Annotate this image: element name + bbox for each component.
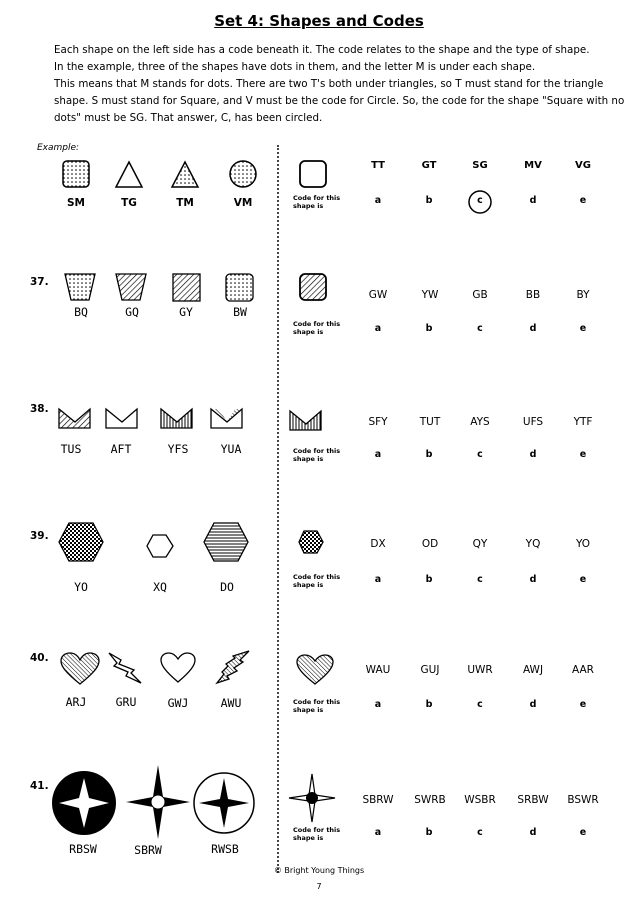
q37-code: BQ [74, 305, 88, 319]
option-letter-a[interactable]: a [374, 827, 382, 838]
option-letter-d[interactable]: d [529, 195, 537, 206]
q40-code: GRU [115, 695, 137, 709]
q40-code: ARJ [65, 695, 87, 709]
q38-code: YUA [220, 442, 242, 456]
instructions [54, 42, 625, 127]
option-letter-e[interactable]: e [579, 449, 587, 460]
example-option: VG [575, 160, 591, 171]
q37-shape-hatched-trapezoid [115, 273, 149, 303]
code-for-shape-label: Code for this shape is [293, 194, 341, 210]
q38-option: TUT [419, 416, 441, 428]
question-number: 38. [30, 403, 49, 415]
q38-option: UFS [522, 416, 544, 428]
example-option: MV [524, 160, 542, 171]
q38-code: TUS [60, 442, 82, 456]
q41-option: SRBW [517, 794, 549, 806]
q37-option: GB [472, 289, 488, 301]
q38-option: YTF [573, 416, 593, 428]
code-for-shape-label: Code for this shape is [293, 573, 341, 589]
option-letter-a[interactable]: a [374, 449, 382, 460]
example-label: Example: [37, 143, 80, 153]
example-shape-dotted-square [62, 160, 92, 190]
q37-option: BB [525, 289, 541, 301]
example-option: GT [421, 160, 437, 171]
example-shape-dotted-circle [229, 160, 259, 190]
intro-line: Each shape on the left side has a code beneath it. The code relates to the shape and the type of shape. [54, 44, 590, 56]
intro-line: shape. S must stand for Square, and V must be the code for Circle. So, the code for the shape "Square with no [54, 95, 625, 107]
q39-option: QY [472, 538, 488, 550]
q40-option: AAR [572, 664, 594, 676]
option-letter-e[interactable]: e [579, 827, 587, 838]
q37-option: BY [576, 289, 590, 301]
question-number: 41. [30, 780, 49, 792]
q40-code: GWJ [167, 696, 189, 710]
q39-code: DO [220, 580, 234, 594]
q37-code: BW [233, 305, 247, 319]
q38-target-w-shape [289, 410, 323, 432]
q40-shape-plain-heart [160, 652, 196, 684]
option-letter-b[interactable]: b [425, 195, 433, 206]
q40-shape-striped-spike [216, 650, 250, 684]
question-number: 37. [30, 276, 49, 288]
q40-option: GUJ [420, 664, 440, 676]
option-letter-e[interactable]: e [579, 195, 587, 206]
intro-line: In the example, three of the shapes have dots in them, and the letter M is under each shape. [54, 61, 536, 73]
q37-option: YW [421, 289, 439, 301]
q41-option: WSBR [464, 794, 496, 806]
code-for-shape-label: Code for this shape is [293, 698, 341, 714]
option-letter-b[interactable]: b [425, 699, 433, 710]
page-title: Set 4: Shapes and Codes [214, 12, 424, 30]
divider-line [277, 145, 279, 873]
q38-code: AFT [110, 442, 132, 456]
example-target-square [299, 160, 329, 190]
option-letter-c[interactable]: c [477, 574, 483, 585]
page-number: 7 [316, 882, 322, 891]
q39-shape-plain-hexagon [146, 534, 174, 558]
q41-option: SBRW [362, 794, 394, 806]
q38-shape-w-hatched [58, 408, 92, 430]
option-letter-b[interactable]: b [425, 323, 433, 334]
question-number: 39. [30, 530, 49, 542]
example-code: VM [233, 197, 253, 209]
q40-shape-lightning-bolt [108, 652, 142, 684]
q41-option: SWRB [414, 794, 446, 806]
q39-code: XQ [153, 580, 167, 594]
option-letter-a[interactable]: a [374, 574, 382, 585]
option-letter-d[interactable]: d [529, 574, 537, 585]
q38-option: SFY [368, 416, 388, 428]
q38-shape-w-corner [210, 408, 244, 430]
q41-code: RWSB [211, 842, 239, 856]
q41-shape-black-star-white-dot [125, 764, 191, 840]
q39-option: YQ [525, 538, 541, 550]
option-letter-e[interactable]: e [579, 574, 587, 585]
q40-target-hatched-heart [296, 654, 334, 686]
q39-shape-checkered-hexagon [58, 522, 104, 562]
q41-shape-white-circle-black-star [193, 772, 255, 834]
q39-shape-striped-hexagon [203, 522, 249, 562]
code-for-shape-label: Code for this shape is [293, 826, 341, 842]
example-option: SG [472, 160, 488, 171]
q38-shape-w-vlines [160, 408, 194, 430]
q41-option: BSWR [567, 794, 599, 806]
option-letter-b[interactable]: b [425, 574, 433, 585]
option-letter-c-circled[interactable]: c [477, 195, 483, 206]
q37-shape-hatched-square [172, 273, 202, 303]
option-letter-a[interactable]: a [374, 323, 382, 334]
answer-circle [466, 190, 494, 216]
q39-option: DX [370, 538, 386, 550]
example-code: TG [121, 197, 137, 209]
q37-code: GQ [125, 305, 139, 319]
q41-shape-black-circle-star [51, 770, 117, 836]
q40-code: AWU [220, 696, 242, 710]
q41-code: SBRW [134, 843, 162, 857]
example-shape-triangle [115, 161, 145, 189]
code-for-shape-label: Code for this shape is [293, 447, 341, 463]
option-letter-a[interactable]: a [374, 699, 382, 710]
q37-code: GY [179, 305, 193, 319]
option-letter-d[interactable]: d [529, 449, 537, 460]
q40-option: AWJ [522, 664, 544, 676]
q38-code: YFS [167, 442, 189, 456]
code-for-shape-label: Code for this shape is [293, 320, 341, 336]
q39-target-checkered-hexagon [298, 530, 324, 554]
option-letter-b[interactable]: b [425, 827, 433, 838]
option-letter-e[interactable]: e [579, 323, 587, 334]
q40-option: WAU [365, 664, 391, 676]
q41-target-star-black-dot [288, 773, 336, 823]
footer-copyright: © Bright Young Things [273, 866, 365, 875]
q37-shape-dotted-square [225, 273, 255, 303]
option-letter-d[interactable]: d [529, 699, 537, 710]
example-code: TM [176, 197, 194, 209]
question-number: 40. [30, 652, 49, 664]
option-letter-e[interactable]: e [579, 699, 587, 710]
intro-line: This means that M stands for dots. There are two T's both under triangles, so T must stand for the triangle [54, 78, 604, 90]
q39-code: YO [74, 580, 88, 594]
q39-option: OD [421, 538, 439, 550]
q38-option: AYS [470, 416, 490, 428]
option-letter-c[interactable]: c [477, 323, 483, 334]
q38-shape-w-plain [105, 408, 139, 430]
option-letter-a[interactable]: a [374, 195, 382, 206]
intro-line: dots" must be SG. That answer, C, has been circled. [54, 112, 323, 124]
q40-shape-hatched-heart [60, 652, 100, 686]
option-letter-c[interactable]: c [477, 827, 483, 838]
q40-option: UWR [467, 664, 493, 676]
q37-option: GW [368, 289, 388, 301]
option-letter-d[interactable]: d [529, 323, 537, 334]
option-letter-b[interactable]: b [425, 449, 433, 460]
option-letter-d[interactable]: d [529, 827, 537, 838]
option-letter-c[interactable]: c [477, 699, 483, 710]
q37-target-hatched-square [299, 273, 329, 303]
q37-shape-dotted-trapezoid [64, 273, 98, 303]
q41-code: RBSW [69, 842, 97, 856]
example-shape-dotted-triangle [171, 161, 201, 189]
option-letter-c[interactable]: c [477, 449, 483, 460]
example-option: TT [371, 160, 385, 171]
q39-option: YO [575, 538, 591, 550]
example-code: SM [66, 197, 85, 209]
